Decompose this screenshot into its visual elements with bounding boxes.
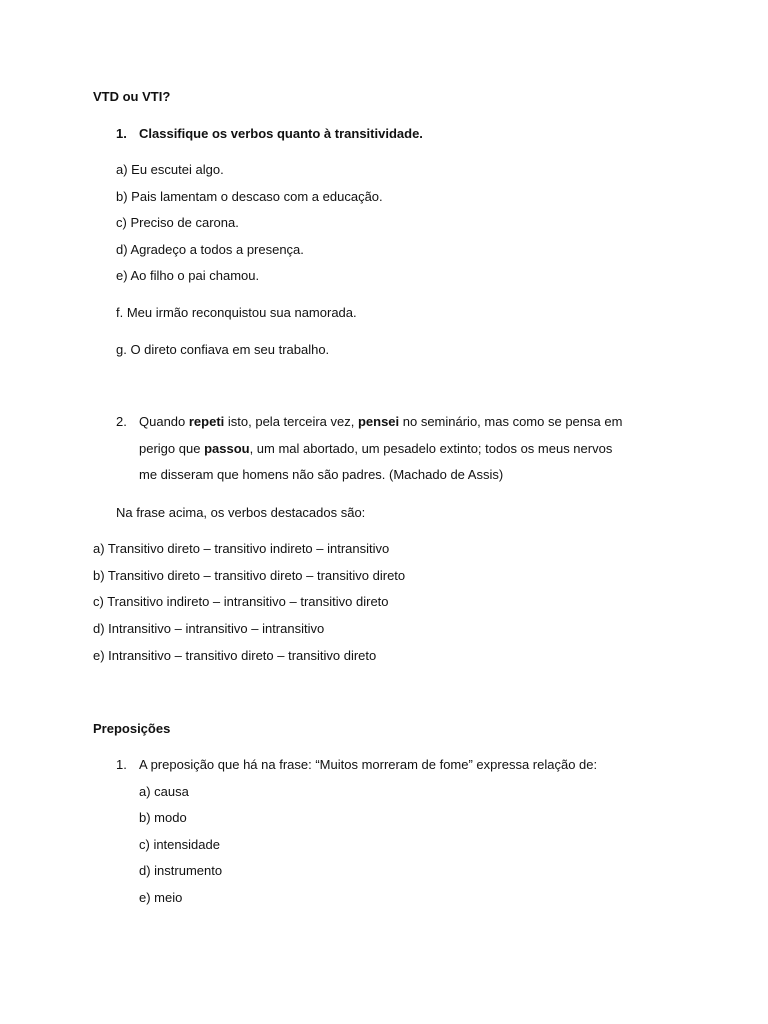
preposition-option-c: c) intensidade <box>139 837 220 852</box>
preposition-question-number: 1. <box>116 757 127 772</box>
highlighted-verb-passou: passou <box>204 441 250 456</box>
question-2-option-b: b) Transitivo direto – transitivo direto – transitivo direto <box>93 568 406 583</box>
question-2-quote-line-2 <box>139 441 612 457</box>
quote-text: perigo que <box>139 441 205 456</box>
question-1-item-a: a) Eu escutei algo. <box>116 162 224 177</box>
question-1-item-c: c) Preciso de carona. <box>116 215 239 230</box>
question-2-prompt: Na frase acima, os verbos destacados são: <box>116 505 366 520</box>
question-2-option-e: e) Intransitivo – transitivo direto – transitivo direto <box>93 648 377 663</box>
question-1-item-d: d) Agradeço a todos a presença. <box>116 242 304 257</box>
preposition-question-prompt: A preposição que há na frase: “Muitos morreram de fome” expressa relação de: <box>139 757 598 772</box>
question-2-quote-line-1 <box>139 414 622 430</box>
question-1-item-f: f. Meu irmão reconquistou sua namorada. <box>116 305 357 320</box>
preposition-option-b: b) modo <box>139 810 187 825</box>
highlighted-verb-pensei: pensei <box>357 414 400 429</box>
quote-text: , um mal abortado, um pesadelo extinto; todos os meus nervos <box>249 441 613 456</box>
quote-text: no seminário, mas como se pensa em <box>399 414 623 429</box>
preposition-option-a: a) causa <box>139 784 189 799</box>
preposition-option-d: d) instrumento <box>139 863 223 878</box>
question-1-item-e: e) Ao filho o pai chamou. <box>116 268 260 283</box>
question-1-prompt: Classifique os verbos quanto à transitividade. <box>139 126 423 141</box>
page-title: VTD ou VTI? <box>93 89 171 104</box>
quote-text: isto, pela terceira vez, <box>224 414 358 429</box>
preposition-option-e: e) meio <box>139 890 183 905</box>
quote-text: Quando <box>139 414 189 429</box>
question-2-option-d: d) Intransitivo – intransitivo – intransitivo <box>93 621 325 636</box>
question-2-option-c: c) Transitivo indireto – intransitivo – transitivo direto <box>93 594 389 609</box>
highlighted-verb-repeti: repeti <box>188 414 225 429</box>
section-heading-preposicoes: Preposições <box>93 721 171 736</box>
question-1-item-g: g. O direto confiava em seu trabalho. <box>116 342 330 357</box>
question-2-number: 2. <box>116 414 127 429</box>
question-1-number: 1. <box>116 126 127 141</box>
question-1-item-b: b) Pais lamentam o descaso com a educação. <box>116 189 383 204</box>
question-2-quote-line-3: me disseram que homens não são padres. (Machado de Assis) <box>139 467 504 482</box>
question-2-option-a: a) Transitivo direto – transitivo indireto – intransitivo <box>93 541 390 556</box>
